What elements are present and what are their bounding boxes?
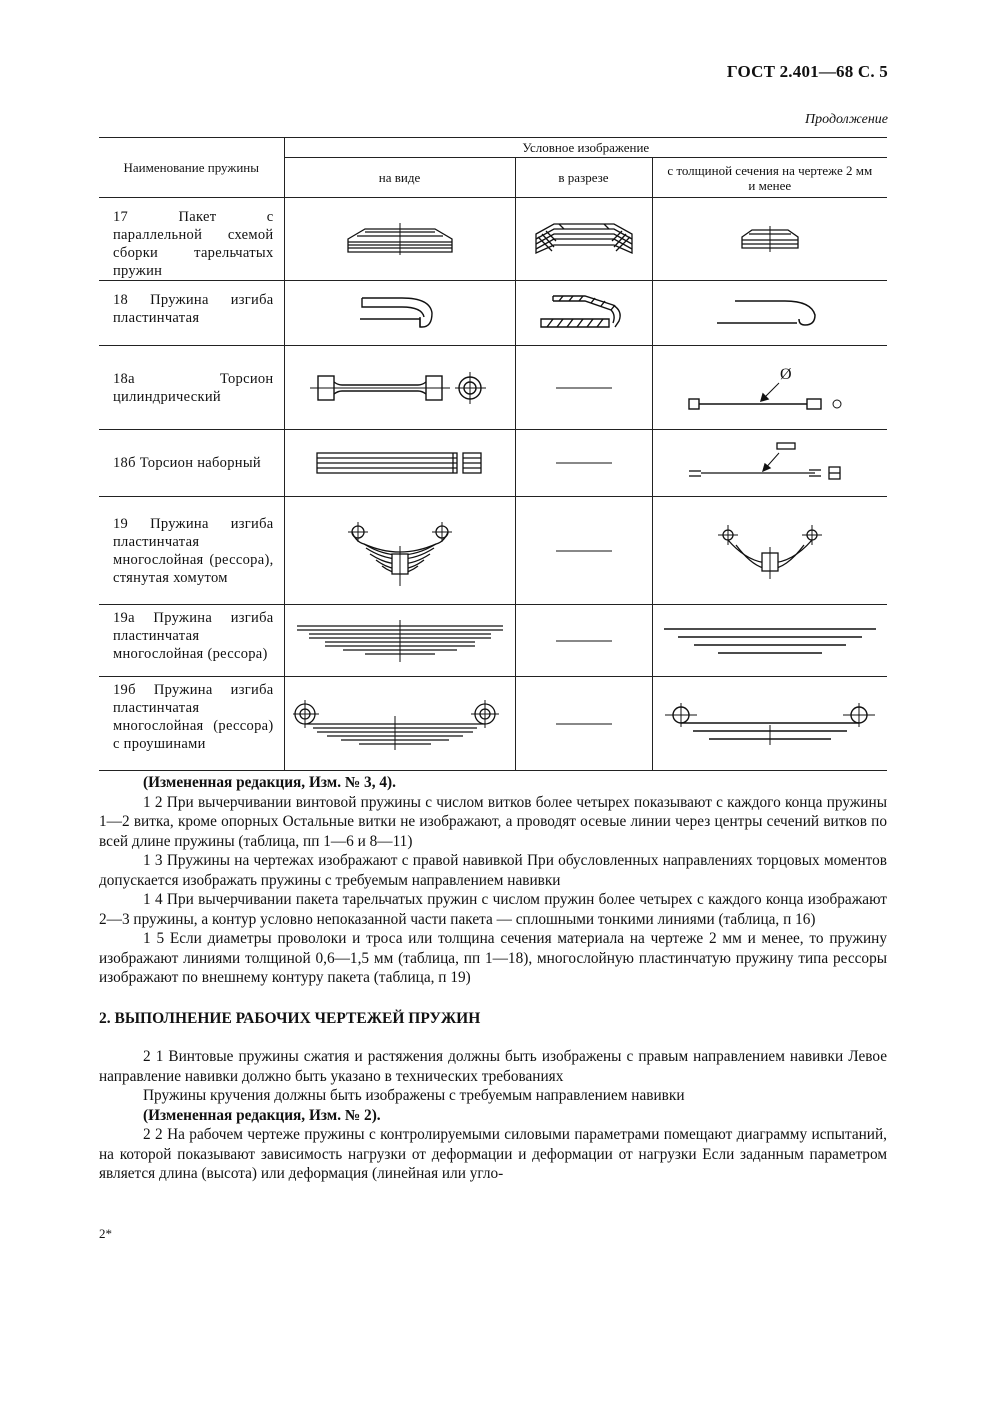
row-18-view bbox=[284, 281, 515, 346]
continuation-label: Продолжение bbox=[805, 112, 888, 127]
belleville-stack-thin-drawing bbox=[739, 226, 801, 252]
paragraph-1-4: 1 4 При вычерчивании пакета тарельчатых пружин с числом пружин более четырех с каждого конца изображают 2—3 пружины, а контур условно непоказанной части пакета — сплошными тонкими линиями (таблица, п 16) bbox=[99, 891, 887, 928]
amendment-note-1: (Измененная редакция, Изм. № 3, 4). bbox=[143, 774, 396, 791]
row-17-thin bbox=[652, 198, 887, 281]
row-19b-name: 19б Пружина изгиба пластинчатая многослойная (рессора) с проушинами bbox=[99, 677, 284, 771]
leaf-spring-pack-thin-drawing bbox=[662, 621, 878, 661]
dash-line bbox=[556, 461, 612, 465]
col-name-header: Наименование пружины bbox=[99, 138, 284, 198]
col-view-header: на виде bbox=[284, 158, 515, 198]
row-18-name: 18 Пружина изгиба пластинчатая bbox=[99, 281, 284, 346]
table-row bbox=[99, 281, 887, 346]
section-heading: 2. ВЫПОЛНЕНИЕ РАБОЧИХ ЧЕРТЕЖЕЙ ПРУЖИН bbox=[99, 1009, 481, 1027]
row-17-section bbox=[515, 198, 652, 281]
leaf-spring-pack-view-drawing bbox=[295, 618, 505, 664]
col-thin-header: с толщиной сечения на чертеже 2 мм и менее bbox=[652, 158, 887, 198]
table-row bbox=[99, 605, 887, 677]
col-section-header: в разрезе bbox=[515, 158, 652, 198]
row-19-thin bbox=[652, 497, 887, 605]
row-18b-name: 18б Торсион наборный bbox=[99, 430, 284, 497]
table-row bbox=[99, 346, 887, 430]
cylindrical-torsion-bar-view-drawing bbox=[310, 368, 490, 408]
paragraph-2-2: 2 2 На рабочем чертеже пружины с контролируемыми силовыми параметрами помещают диаграмму испытаний, на которой показывают зависимость нагрузки от деформации и деформации от нагрузки Если заданным параметром является длина (высота) или деформация (линейная или угло- bbox=[99, 1126, 887, 1182]
table-row bbox=[99, 677, 887, 771]
row-19b-section bbox=[515, 677, 652, 771]
row-19a-thin bbox=[652, 605, 887, 677]
row-18a-thin bbox=[652, 346, 887, 430]
page-header: ГОСТ 2.401—68 С. 5 bbox=[726, 62, 888, 81]
clamped-leaf-spring-thin-drawing bbox=[718, 523, 822, 579]
belleville-stack-view-drawing bbox=[345, 222, 455, 256]
leaf-spring-thin-drawing bbox=[715, 295, 825, 331]
dash-line bbox=[556, 386, 612, 390]
row-18a-name: 18а Торсион цилиндрический bbox=[99, 346, 284, 430]
leaf-spring-view-drawing bbox=[360, 293, 440, 333]
paragraph-2-1: 2 1 Винтовые пружины сжатия и растяжения должны быть изображены с правым направлением навивки Левое направление навивки должно быть указано в технических требованиях bbox=[99, 1048, 887, 1085]
eyed-leaf-spring-thin-drawing bbox=[663, 701, 877, 747]
dash-line bbox=[556, 639, 612, 643]
row-19-name: 19 Пружина изгиба пластинчатая многослойная (рессора), стянутая хомутом bbox=[99, 497, 284, 605]
row-18-thin bbox=[652, 281, 887, 346]
row-19b-view bbox=[284, 677, 515, 771]
row-19a-name: 19а Пружина изгиба пластинчатая многослойная (рессора) bbox=[99, 605, 284, 677]
stacked-torsion-bar-view-drawing bbox=[315, 451, 485, 475]
row-18b-section bbox=[515, 430, 652, 497]
row-19a-section bbox=[515, 605, 652, 677]
paragraph-1-2: 1 2 При вычерчивании винтовой пружины с числом витков более четырех показывают с каждого конца пружины 1—2 витка, кроме опорных Остальные витки не изображают, а проводят осевые линии через центры сечений витков по всей длине пружины (таблица, пп 1—6 и 8—11) bbox=[99, 793, 887, 850]
eyed-leaf-spring-view-drawing bbox=[293, 698, 507, 750]
row-18b-thin bbox=[652, 430, 887, 497]
clamped-leaf-spring-view-drawing bbox=[348, 516, 452, 586]
row-18-section bbox=[515, 281, 652, 346]
spring-table bbox=[99, 137, 887, 771]
table-row bbox=[99, 497, 887, 605]
row-17-name: 17 Пакет с параллельной схемой сборки тарельчатых пружин bbox=[99, 198, 284, 281]
paragraph-1-3: 1 3 Пружины на чертежах изображают с правой навивкой При обусловленных направлениях торцовых моментов допускается изображать пружины с требуемым направлением навивки bbox=[99, 852, 887, 889]
paragraph-torsion: Пружины кручения должны быть изображены с требуемым направлением навивки bbox=[143, 1087, 685, 1104]
row-18b-view bbox=[284, 430, 515, 497]
row-18a-section bbox=[515, 346, 652, 430]
stacked-torsion-bar-thin-drawing bbox=[685, 441, 855, 485]
row-18a-view bbox=[284, 346, 515, 430]
diameter-symbol: Ø bbox=[779, 365, 792, 383]
row-19-section bbox=[515, 497, 652, 605]
table-row bbox=[99, 198, 887, 281]
dash-line bbox=[556, 549, 612, 553]
row-19-view bbox=[284, 497, 515, 605]
dash-line bbox=[556, 722, 612, 726]
col-group-header: Условное изображение bbox=[284, 138, 887, 158]
amendment-note-2: (Измененная редакция, Изм. № 2). bbox=[143, 1106, 381, 1124]
row-19b-thin bbox=[652, 677, 887, 771]
page-footer-mark: 2* bbox=[99, 1226, 112, 1241]
row-19a-view bbox=[284, 605, 515, 677]
leaf-spring-section-drawing bbox=[539, 293, 629, 333]
cylindrical-torsion-bar-thin-drawing bbox=[685, 363, 855, 413]
belleville-stack-section-drawing bbox=[534, 219, 634, 259]
body-text bbox=[99, 773, 887, 1184]
row-17-view bbox=[284, 198, 515, 281]
table-row bbox=[99, 430, 887, 497]
paragraph-1-5: 1 5 Если диаметры проволоки и троса или толщина сечения материала на чертеже 2 мм и менее, то пружину изображают линиями толщиной 0,6—1,5 мм (таблица, пп 1—18), многослойную пластинчатую пружину типа рессоры изображают по внешнему контуру пакета (таблица, п 19) bbox=[99, 930, 887, 986]
